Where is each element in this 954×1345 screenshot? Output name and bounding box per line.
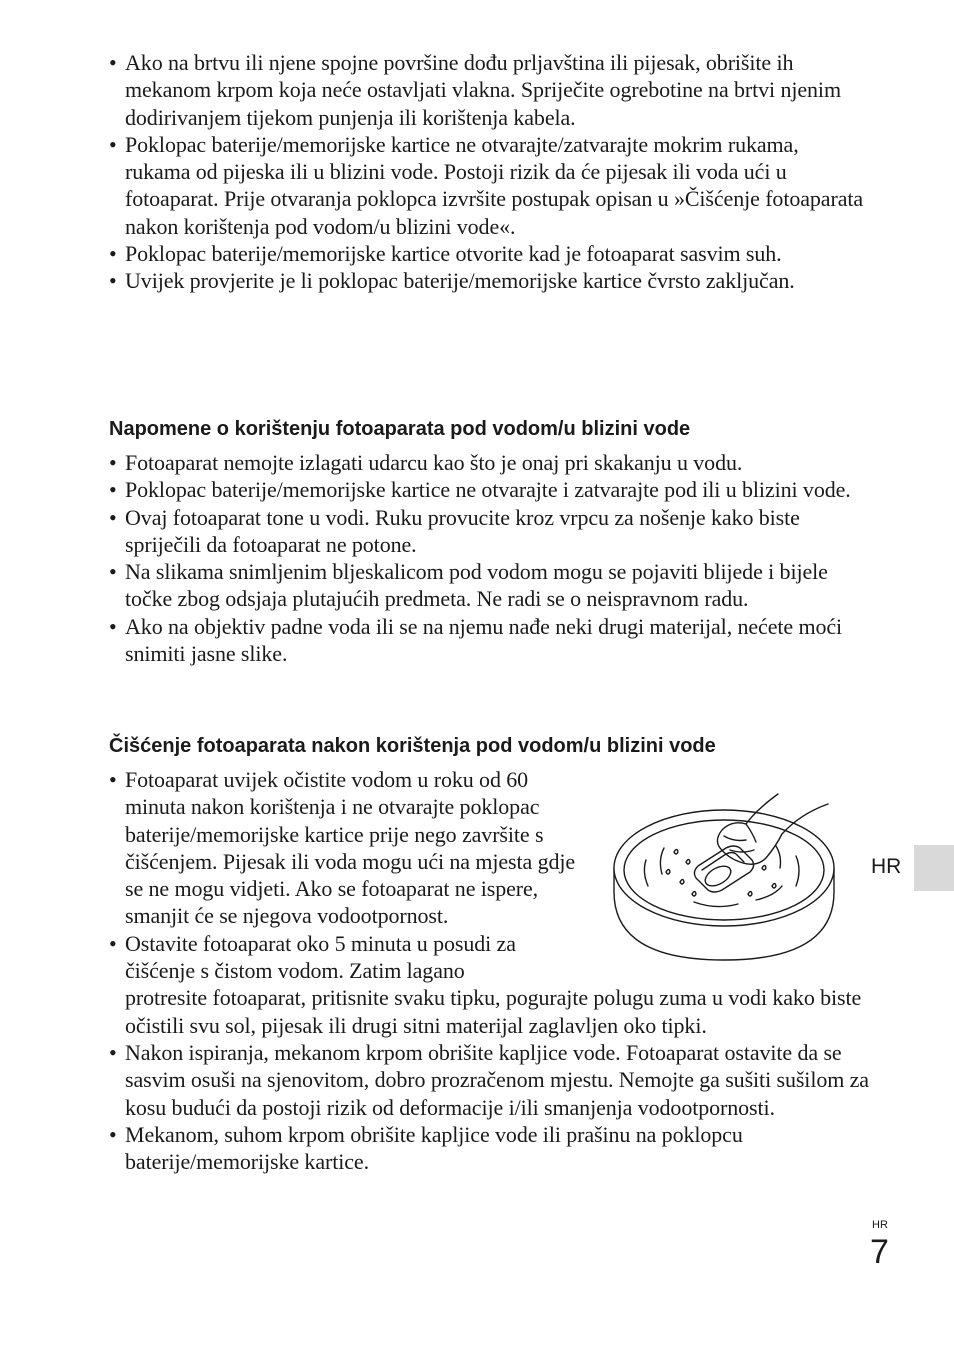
list-item: • Ovaj fotoaparat tone u vodi. Ruku provucite kroz vrpcu za nošenje kako biste spriječili da fotoaparat ne potone.	[109, 504, 879, 559]
list-item: • Poklopac baterije/memorijske kartice ne otvarajte/zatvarajte mokrim rukama, rukama od pijeska ili u blizini vode. Postoji rizik da će pijesak ili voda ući u fotoaparat. Prije otvaranja poklopca izvršite postupak opisan u »Čišćenje fotoaparata nakon korištenja pod vodom/u blizini vode«.	[109, 131, 869, 240]
list-item: • Nakon ispiranja, mekanom krpom obrišite kapljice vode. Fotoaparat ostavite da se sasvim osuši na sjenovitom, dobro prozračenom mjestu. Nemojte ga sušiti sušilom za kosu budući da postoji rizik od deformacije i/ili smanjenja vodootpornosti.	[109, 1039, 869, 1121]
list-item-text: protresite fotoaparat, pritisnite svaku tipku, pogurajte polugu zuma u vodi kako biste očistili svu sol, pijesak ili drugi sitni materijal zaglavljen oko tipki.	[125, 985, 862, 1038]
precautions-list	[109, 49, 869, 295]
list-item-text: • Ostavite fotoaparat oko 5 minuta u posudi za čišćenje s čistom vodom. Zatim lagano	[125, 930, 516, 984]
footer-language: HR	[872, 1219, 888, 1231]
page-number: 7	[870, 1233, 889, 1271]
list-item: • Na slikama snimljenim bljeskalicom pod vodom mogu se pojaviti blijede i bijele točke zbog odsjaja plutajućih predmeta. Ne radi se o neispravnom radu.	[109, 558, 879, 613]
camera-washing-in-bowl-icon	[606, 790, 842, 962]
list-item: • Ako na objektiv padne voda ili se na njemu nađe neki drugi materijal, nećete moći snimiti jasne slike.	[109, 613, 879, 668]
list-item: • Ako na brtvu ili njene spojne površine dođu prljavština ili pijesak, obrišite ih mekanom krpom koja neće ostavljati vlakna. Spriječite ogrebotine na brtvi njenim dodirivanjem tijekom punjenja ili korištenja kabela.	[109, 49, 869, 131]
section-heading-underwater-notes: Napomene o korištenju fotoaparata pod vodom/u blizini vode	[109, 418, 691, 440]
list-item: • Uvijek provjerite je li poklopac baterije/memorijske kartice čvrsto zaključan.	[109, 267, 869, 294]
section-heading-cleaning: Čišćenje fotoaparata nakon korištenja pod vodom/u blizini vode	[109, 735, 716, 757]
list-item: • Poklopac baterije/memorijske kartice otvorite kad je fotoaparat sasvim suh.	[109, 240, 869, 267]
language-tab	[914, 845, 954, 891]
list-item: • Poklopac baterije/memorijske kartice ne otvarajte i zatvarajte pod ili u blizini vode.	[109, 476, 879, 503]
list-item: • Fotoaparat nemojte izlagati udarcu kao što je onaj pri skakanju u vodu.	[109, 449, 879, 476]
language-tab-label: HR	[871, 855, 902, 878]
underwater-notes-list	[109, 449, 879, 667]
list-item: • Mekanom, suhom krpom obrišite kapljice vode ili prašinu na poklopcu baterije/memorijske kartice.	[109, 1121, 869, 1176]
list-item: • Fotoaparat uvijek očistite vodom u roku od 60 minuta nakon korištenja i ne otvarajte poklopac baterije/memorijske kartice prije nego završite s čišćenjem. Pijesak ili voda mogu ući na mjesta gdje se ne mogu vidjeti. Ako se fotoaparat ne ispere, smanjit će se njegova vodootpornost.	[109, 766, 587, 930]
